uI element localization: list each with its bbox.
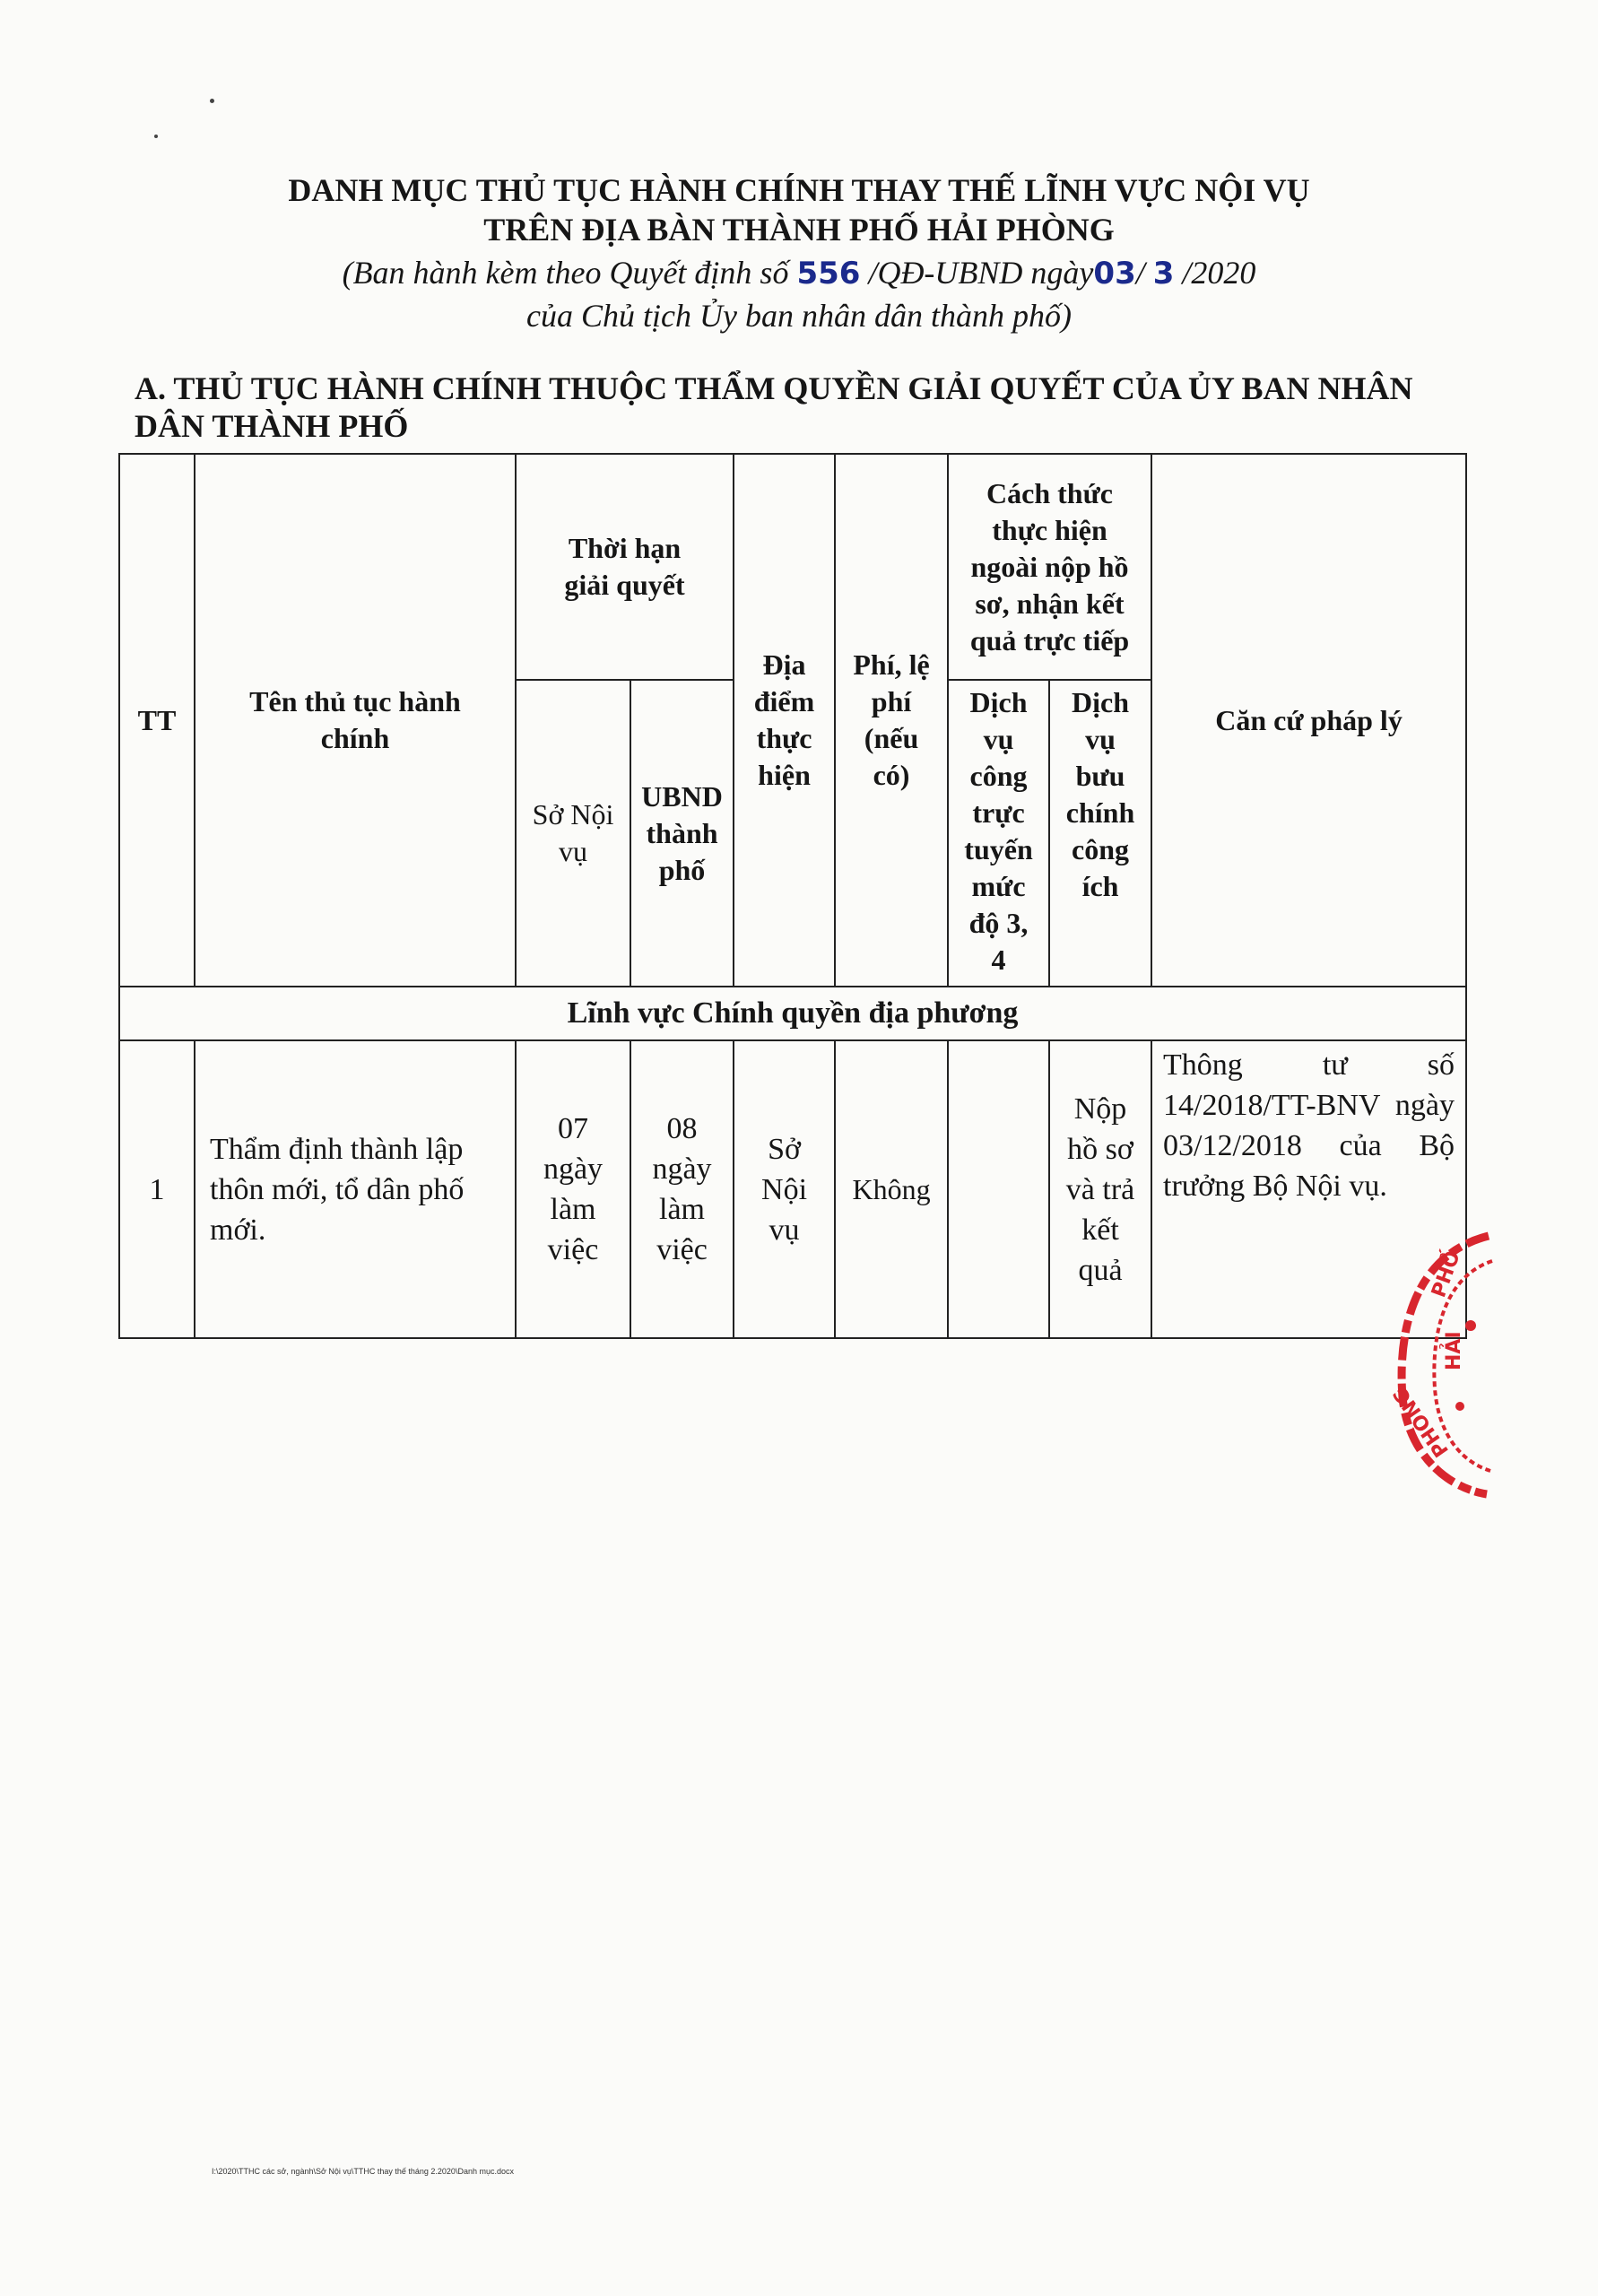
cell-method-online <box>948 1040 1049 1338</box>
file-path-footer: I:\2020\TTHC các sở, ngành\Sở Nội vụ\TTHC thay thế tháng 2.2020\Danh mục.docx <box>212 2167 514 2176</box>
svg-text:PHỐ: PHỐ <box>1428 1248 1465 1301</box>
header-method-postal: Dịch vụ bưu chính công ích <box>1049 680 1151 987</box>
cell-deadline-city: 08 ngày làm việc <box>630 1040 734 1338</box>
header-deadline-city: UBND thành phố <box>630 680 734 987</box>
procedures-table <box>118 453 1467 1339</box>
decree-sep: / <box>1135 255 1153 291</box>
group-label: Lĩnh vực Chính quyền địa phương <box>119 987 1466 1040</box>
header-location: Địa điểm thực hiện <box>734 454 835 987</box>
cell-fee: Không <box>835 1040 948 1338</box>
decree-month: 3 <box>1152 256 1175 291</box>
cell-method-postal: Nộp hồ sơ và trả kết quả <box>1049 1040 1151 1338</box>
decree-day: 03 <box>1093 256 1136 291</box>
svg-text:HẢI: HẢI <box>1443 1331 1465 1370</box>
decree-prefix: (Ban hành kèm theo Quyết định số <box>342 255 797 291</box>
header-tt: TT <box>119 454 195 987</box>
scan-speck <box>154 135 158 138</box>
cell-legal-basis: Thông tư số 14/2018/TT-BNV ngày 03/12/2018 của Bộ trưởng Bộ Nội vụ. <box>1151 1040 1466 1338</box>
decree-year: /2020 <box>1174 255 1256 291</box>
svg-text:PHÒNG: PHÒNG <box>1388 1382 1454 1461</box>
header-deadline-dept: Sở Nội vụ <box>516 680 630 987</box>
group-row <box>119 987 1466 1040</box>
decree-number: 556 <box>796 256 861 291</box>
document-title-line2: TRÊN ĐỊA BÀN THÀNH PHỐ HẢI PHÒNG <box>483 212 1115 248</box>
header-method-online: Dịch vụ công trực tuyến mức độ 3, 4 <box>948 680 1049 987</box>
header-procedure-name: Tên thủ tục hành chính <box>195 454 516 987</box>
decree-mid: /QĐ-UBND ngày <box>860 255 1094 291</box>
decree-issuer: của Chủ tịch Ủy ban nhân dân thành phố) <box>526 298 1072 334</box>
header-fee: Phí, lệ phí (nếu có) <box>835 454 948 987</box>
cell-location: Sở Nội vụ <box>734 1040 835 1338</box>
header-method: Cách thức thực hiện ngoài nộp hồ sơ, nhận kết quả trực tiếp <box>948 454 1151 680</box>
cell-deadline-dept: 07 ngày làm việc <box>516 1040 630 1338</box>
table-row <box>119 1040 1466 1338</box>
document-title-line1: DANH MỤC THỦ TỤC HÀNH CHÍNH THAY THẾ LĨNH VỰC NỘI VỤ <box>288 172 1310 208</box>
cell-tt: 1 <box>119 1040 195 1338</box>
section-title: A. THỦ TỤC HÀNH CHÍNH THUỘC THẨM QUYỀN GIẢI QUYẾT CỦA ỦY BAN NHÂN DÂN THÀNH PHỐ <box>135 370 1413 444</box>
decree-reference <box>0 253 1598 293</box>
scan-speck <box>210 99 214 103</box>
red-seal-stamp <box>1381 1227 1496 1507</box>
cell-procedure-name: Thẩm định thành lập thôn mới, tổ dân phố mới. <box>195 1040 516 1338</box>
table-header-row <box>119 454 1466 680</box>
header-deadline: Thời hạn giải quyết <box>516 454 734 680</box>
header-legal-basis: Căn cứ pháp lý <box>1151 454 1466 987</box>
